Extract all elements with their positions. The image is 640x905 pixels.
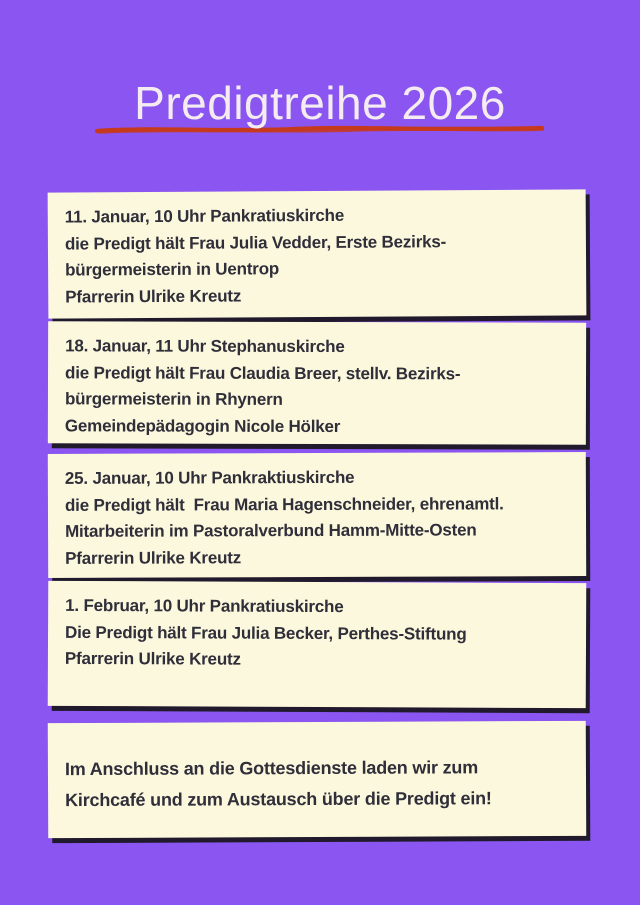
text-line: Im Anschluss an die Gottesdienste laden wir zum [64, 757, 479, 780]
text-line: Pfarrerin Ulrike Kreutz [64, 648, 241, 669]
text-line: Pfarrerin Ulrike Kreutz [65, 285, 242, 307]
footer-note-card [48, 721, 586, 838]
text-line: Die Predigt hält Frau Julia Becker, Perthes-Stiftung [65, 622, 467, 644]
text-line: bürgermeisterin in Uentrop [65, 259, 280, 280]
text-line: die Predigt hält Frau Maria Hagenschneider, ehrenamtl. [64, 493, 504, 515]
text-line: Pfarrerin Ulrike Kreutz [65, 547, 242, 568]
text-line: Kirchcafé und zum Austausch über die Predigt ein! [65, 788, 492, 811]
event-card-4 [48, 581, 587, 708]
text-line: 18. Januar, 11 Uhr Stephanuskirche [65, 336, 345, 357]
text-line: Mitarbeiterin im Pastoralverbund Hamm-Mitte-Osten [65, 520, 477, 541]
event-card-3 [48, 452, 586, 578]
text-line: Gemeindepädagogin Nicole Hölker [64, 415, 341, 436]
page-title: Predigtreihe 2026 [134, 77, 506, 129]
text-line: 25. Januar, 10 Uhr Pankraktiuskirche [64, 467, 355, 488]
text-line: bürgermeisterin in Rhynern [64, 389, 283, 409]
text-line: die Predigt hält Frau Claudia Breer, stellv. Bezirks- [65, 362, 461, 383]
event-card-2 [48, 321, 586, 444]
text-line: die Predigt hält Frau Julia Vedder, Erste Bezirks- [64, 231, 447, 254]
event-card-1 [48, 189, 587, 318]
text-line: 1. Februar, 10 Uhr Pankratiuskirche [65, 595, 344, 617]
text-line: 11. Januar, 10 Uhr Pankratiuskirche [64, 205, 345, 227]
